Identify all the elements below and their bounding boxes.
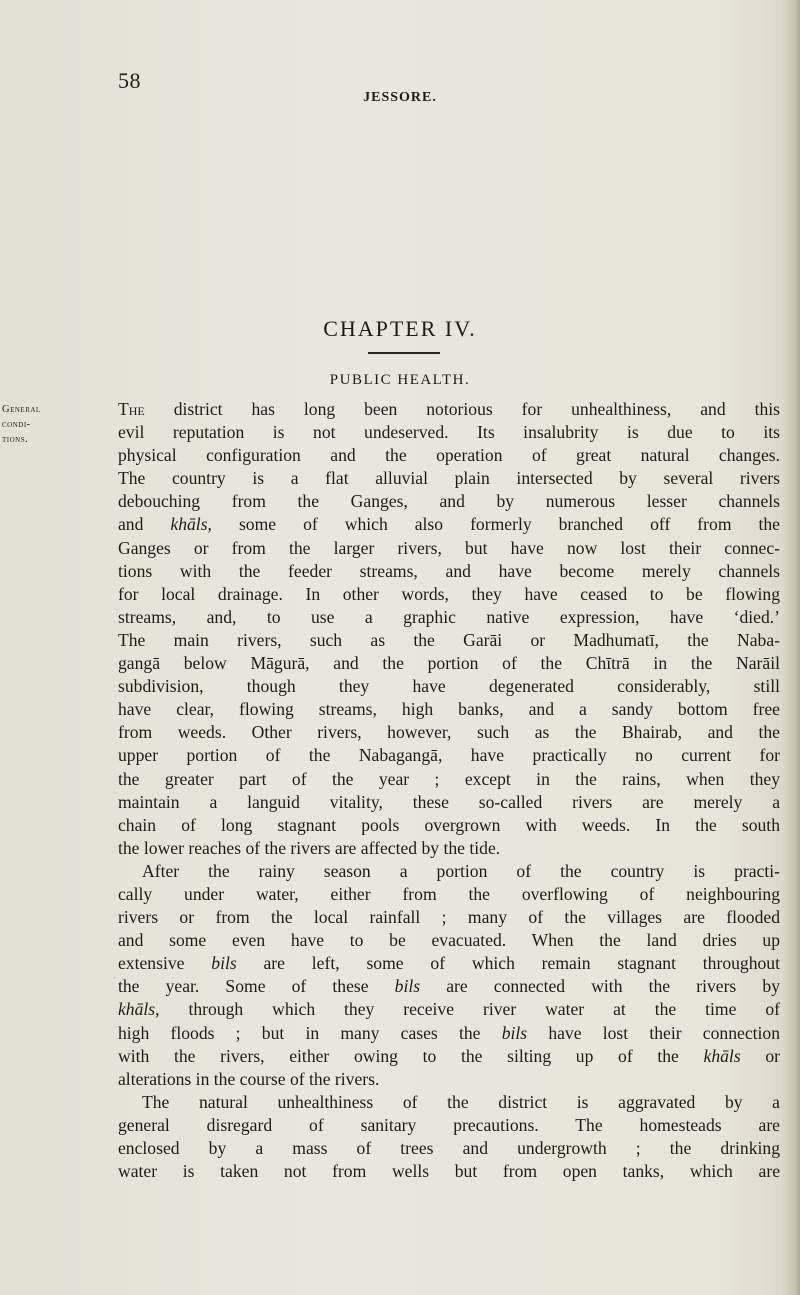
title-rule	[368, 352, 440, 354]
body-line: debouching from the Ganges, and by numerous lesser channels	[118, 491, 780, 512]
body-line: and some even have to be evacuated. When the land dries up	[118, 930, 780, 951]
body-line: streams, and, to use a graphic native expression, have ‘died.’	[118, 606, 780, 627]
body-line: extensive bils are left, some of which remain stagnant throughout	[118, 953, 780, 974]
body-line: high floods ; but in many cases the bils have lost their connection	[118, 1022, 780, 1043]
page-number: 58	[118, 68, 141, 93]
body-line: and khāls, some of which also formerly branched off from the	[118, 514, 780, 535]
body-line: the lower reaches of the rivers are affected by the tide.	[118, 837, 501, 858]
body-line: from weeds. Other rivers, however, such as the Bhairab, and the	[118, 722, 780, 743]
body-line: rivers or from the local rainfall ; many of the villages are flooded	[118, 907, 780, 928]
body-line: After the rainy season a portion of the country is practi-	[142, 860, 780, 881]
body-line-lead: The	[118, 399, 174, 419]
body-line: Ganges or from the larger rivers, but have now lost their connec-	[118, 537, 780, 558]
running-head: JESSORE.	[363, 90, 437, 105]
body-line: gangā below Māgurā, and the portion of the Chītrā in the Narāil	[118, 653, 780, 674]
chapter-title: CHAPTER IV.	[323, 316, 477, 341]
body-line: subdivision, though they have degenerated considerably, still	[118, 676, 780, 697]
body-line: physical configuration and the operation of great natural changes.	[118, 445, 780, 466]
body-line: upper portion of the Nabagangā, have practically no current for	[118, 745, 780, 766]
body-line: general disregard of sanitary precautions. The homesteads are	[118, 1114, 780, 1135]
section-title: PUBLIC HEALTH.	[329, 372, 471, 388]
body-line: have clear, flowing streams, high banks, and a sandy bottom free	[118, 699, 780, 720]
body-line: enclosed by a mass of trees and undergrowth ; the drinking	[118, 1138, 780, 1158]
body-line: tions with the feeder streams, and have become merely channels	[118, 560, 780, 581]
body-line: khāls, through which they receive river water at the time of	[118, 999, 780, 1020]
margin-note-line: General	[2, 404, 41, 415]
body-line: The country is a flat alluvial plain intersected by several rivers	[118, 468, 780, 489]
body-text	[118, 398, 780, 1183]
margin-note-line: condi-	[2, 419, 31, 430]
body-line: alterations in the course of the rivers.	[118, 1068, 380, 1089]
body-line: The district has long been notorious for unhealthiness, and this	[118, 399, 780, 419]
body-line: water is taken not from wells but from open tanks, which are	[118, 1161, 780, 1182]
margin-note-line: tions.	[2, 434, 29, 445]
body-line: maintain a languid vitality, these so-called rivers are merely a	[118, 791, 780, 812]
body-line: for local drainage. In other words, they have ceased to be flowing	[118, 583, 780, 604]
body-line: evil reputation is not undeserved. Its insalubrity is due to its	[118, 422, 780, 443]
page-edge-shadow	[782, 0, 800, 1295]
body-line: with the rivers, either owing to the silting up of the khāls or	[118, 1045, 780, 1066]
body-line: the year. Some of these bils are connected with the rivers by	[118, 976, 780, 997]
body-line: chain of long stagnant pools overgrown with weeds. In the south	[118, 814, 780, 835]
body-line: the greater part of the year ; except in the rains, when they	[118, 768, 780, 789]
body-line: cally under water, either from the overflowing of neighbouring	[118, 883, 780, 904]
body-line: The main rivers, such as the Garāi or Madhumatī, the Naba-	[118, 629, 780, 650]
body-line: The natural unhealthiness of the district is aggravated by a	[142, 1091, 780, 1112]
margin-note	[2, 402, 62, 447]
